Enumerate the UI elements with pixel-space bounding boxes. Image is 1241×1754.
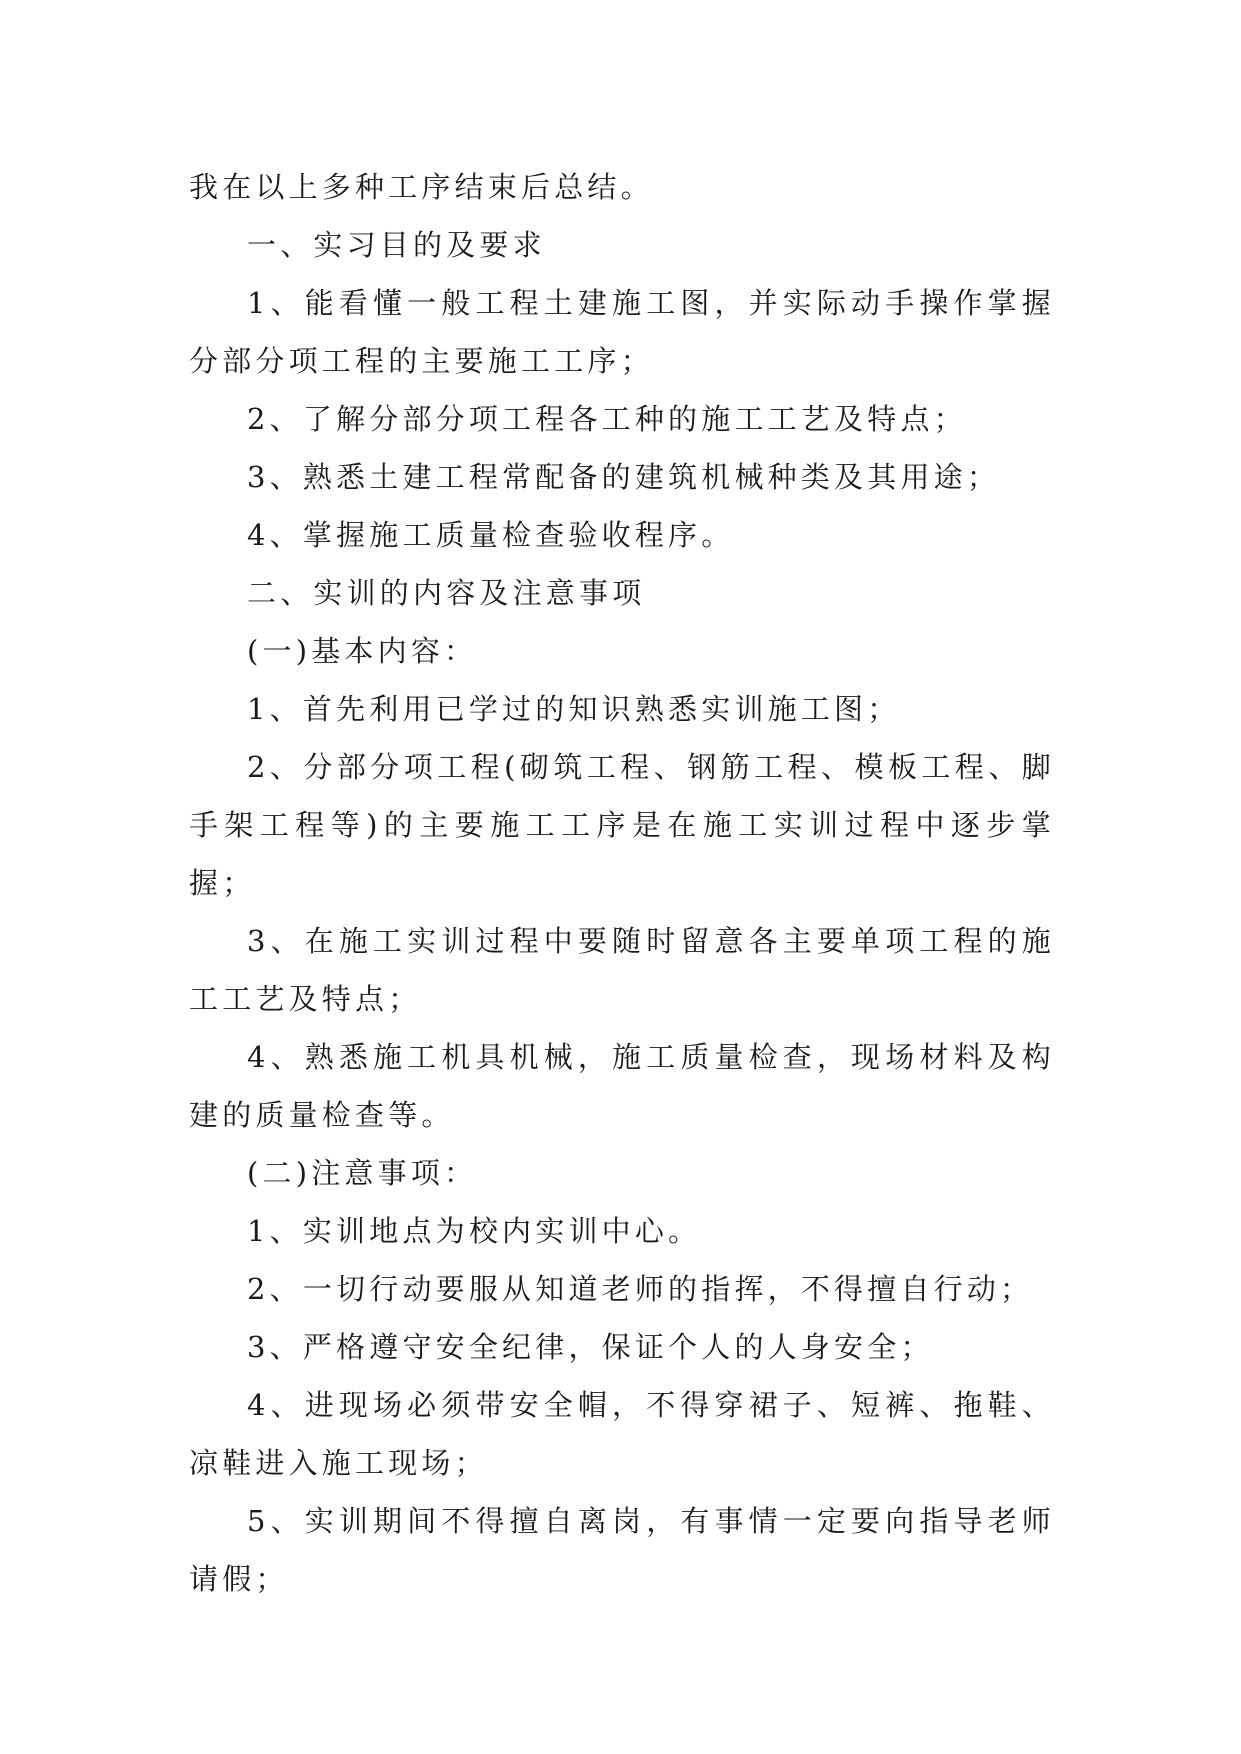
content-item-3: 3、在施工实训过程中要随时留意各主要单项工程的施工工艺及特点； <box>189 924 1055 1016</box>
objective-item-2: 2、了解分部分项工程各工种的施工工艺及特点； <box>247 402 967 436</box>
precaution-item-4: 4、进现场必须带安全帽，不得穿裙子、短裤、拖鞋、凉鞋进入施工现场； <box>189 1388 1055 1480</box>
paragraph-intro: 我在以上多种工序结束后总结。 <box>189 170 654 204</box>
objective-item-1: 1、能看懂一般工程土建施工图，并实际动手操作掌握分部分项工程的主要施工工序； <box>189 286 1055 378</box>
objective-item-4: 4、掌握施工质量检查验收程序。 <box>247 518 735 552</box>
document-body <box>189 158 1055 1608</box>
subheading-precautions: (二)注意事项： <box>247 1156 478 1190</box>
content-item-2: 2、分部分项工程(砌筑工程、钢筋工程、模板工程、脚手架工程等)的主要施工工序是在施工实训过程中逐步掌握； <box>189 750 1055 900</box>
precaution-item-2: 2、一切行动要服从知道老师的指挥，不得擅自行动； <box>247 1272 1034 1306</box>
precaution-item-3: 3、严格遵守安全纪律，保证个人的人身安全； <box>247 1330 934 1364</box>
content-item-4: 4、熟悉施工机具机械，施工质量检查，现场材料及构建的质量检查等。 <box>189 1040 1055 1132</box>
section-heading-content: 二、实训的内容及注意事项 <box>247 576 646 610</box>
objective-item-3: 3、熟悉土建工程常配备的建筑机械种类及其用途； <box>247 460 1001 494</box>
precaution-item-5: 5、实训期间不得擅自离岗，有事情一定要向指导老师请假； <box>189 1504 1055 1596</box>
section-heading-objectives: 一、实习目的及要求 <box>247 228 546 262</box>
precaution-item-1: 1、实训地点为校内实训中心。 <box>247 1214 702 1248</box>
content-item-1: 1、首先利用已学过的知识熟悉实训施工图； <box>247 692 901 726</box>
subheading-basic-content: (一)基本内容： <box>247 634 478 668</box>
